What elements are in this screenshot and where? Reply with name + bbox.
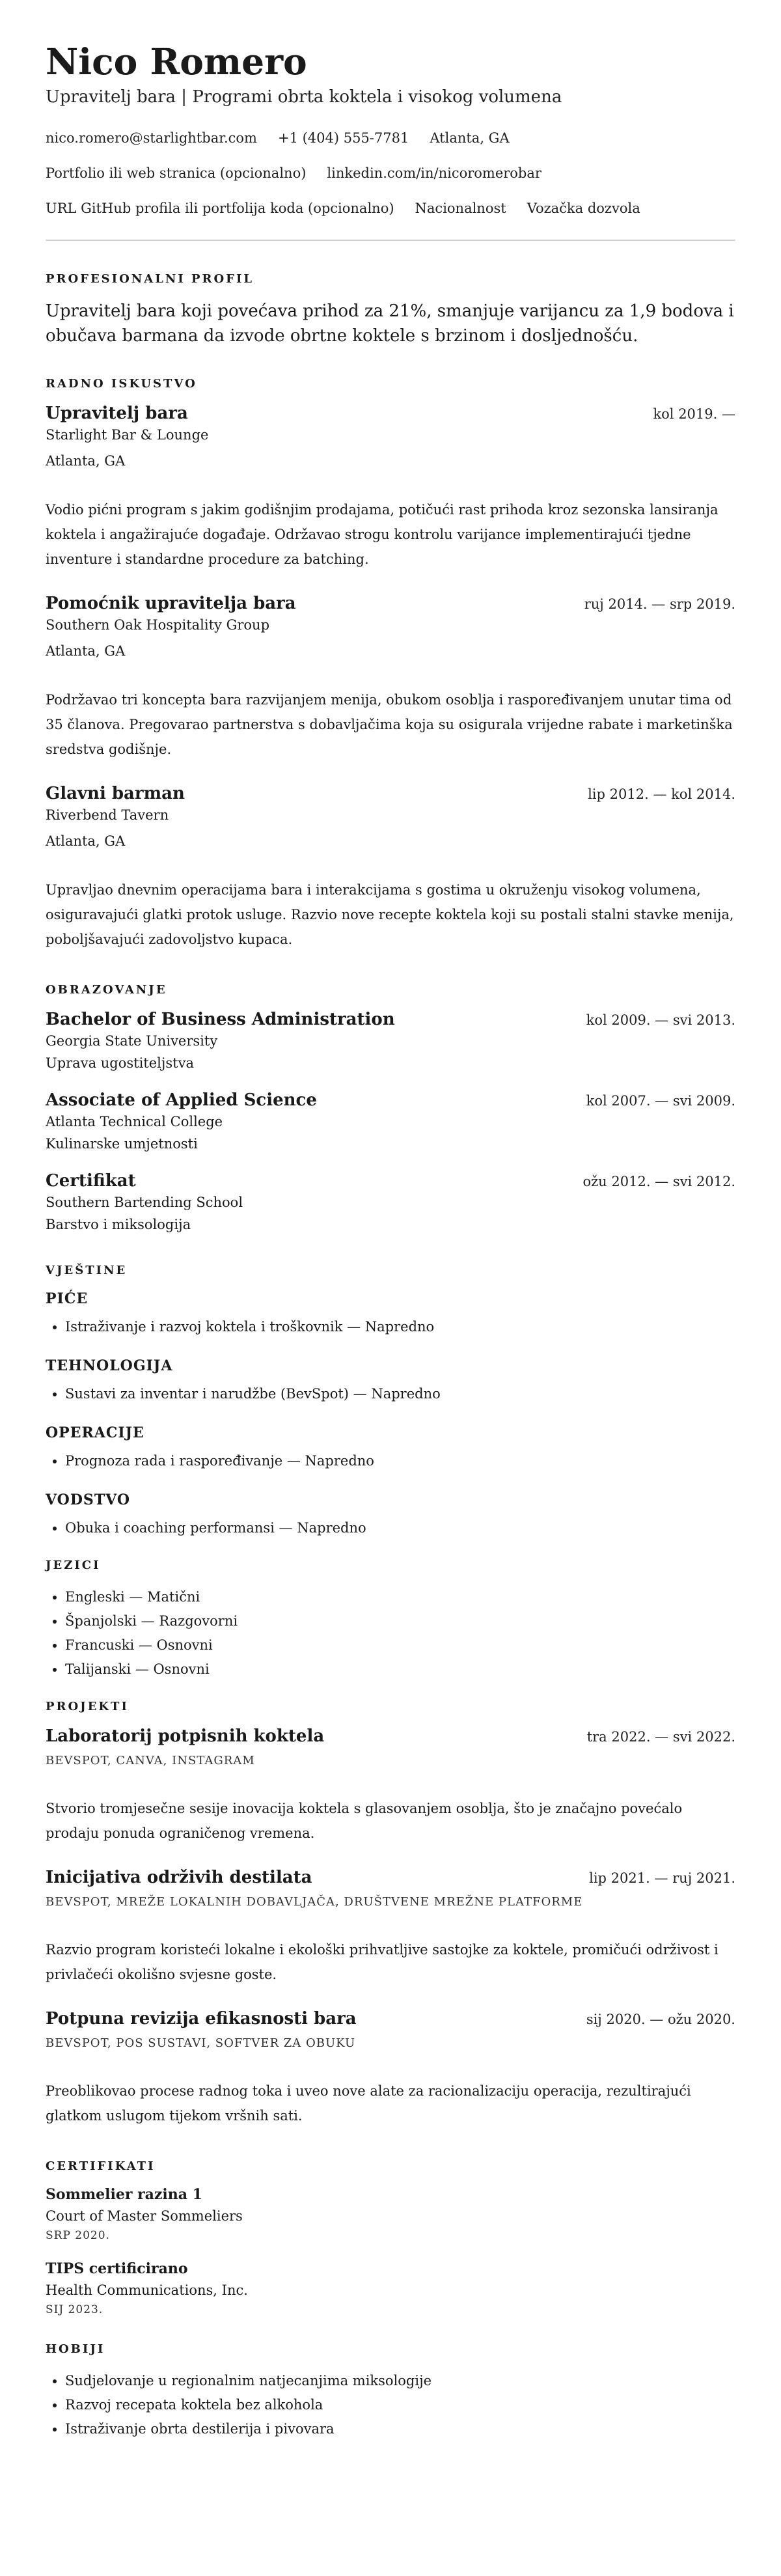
- experience-item: [46, 784, 735, 952]
- experience-section: [46, 377, 735, 952]
- job-location: Atlanta, GA: [46, 643, 126, 659]
- job-location: Atlanta, GA: [46, 833, 126, 849]
- project-description: Preoblikovao procese radnog toka i uveo nove alate za racionalizaciju operacija, rezultirajući glatkom uslugom tijekom vršnih sati.: [46, 2083, 691, 2124]
- projects-section: [46, 1700, 735, 2128]
- hobby-item: • Sudjelovanje u regionalnim natjecanjima miksologije: [65, 2369, 735, 2393]
- field-of-study: Uprava ugostiteljstva: [46, 1055, 194, 1071]
- project-date: sij 2020. — ožu 2020.: [586, 2012, 735, 2027]
- contact-email[interactable]: nico.romero@starlightbar.com: [46, 130, 257, 146]
- project-item: [46, 1726, 735, 1846]
- job-date: kol 2019. —: [653, 406, 735, 422]
- skill-category: VODSTVO: [46, 1491, 131, 1508]
- hobby-item: • Istraživanje obrta destilerija i pivovara: [65, 2417, 735, 2441]
- contact-license: Vozačka dozvola: [527, 201, 640, 216]
- candidate-name: Nico Romero: [46, 40, 307, 83]
- profile-summary: Upravitelj bara koji povećava prihod za 21%, smanjuje varijancu za 1,9 bodova i obučava barmana da izvode obrtne koktele s brzinom i dosljednošću.: [46, 301, 734, 346]
- school-name: Georgia State University: [46, 1033, 218, 1049]
- candidate-headline: Upravitelj bara | Programi obrta koktela i visokog volumena: [46, 87, 562, 107]
- certificate-item: [46, 2186, 735, 2242]
- job-description: Upravljao dnevnim operacijama bara i interakcijama s gostima u okruženju visokog volumena, osiguravajući glatki protok usluge. Razvio nove recepte koktela koji su postali stalni stavke menija, poboljšavajući zadovoljstvo kupaca.: [46, 882, 734, 947]
- profile-section: [46, 272, 735, 348]
- project-date: tra 2022. — svi 2022.: [586, 1729, 735, 1745]
- certificate-date: SIJ 2023.: [46, 2303, 103, 2316]
- project-item: [46, 2009, 735, 2128]
- certificate-name: Sommelier razina 1: [46, 2186, 202, 2203]
- job-description: Podržavao tri koncepta bara razvijanjem menija, obukom osoblja i raspoređivanjem unutar tima od 35 članova. Pregovarao partnerstva s dobavljačima koja su osigurala vrijedne rabate i marketinška sredstva godišnje.: [46, 692, 733, 757]
- skill-item: • Sustavi za inventar i narudžbe (BevSpot) — Napredno: [65, 1382, 735, 1406]
- job-date: lip 2012. — kol 2014.: [588, 786, 735, 802]
- skill-item: • Obuka i coaching performansi — Napredno: [65, 1516, 735, 1540]
- skills-section: [46, 1264, 735, 1540]
- education-item: [46, 1171, 735, 1232]
- job-company: Southern Oak Hospitality Group: [46, 617, 270, 633]
- language-item: • Engleski — Matični: [65, 1585, 735, 1609]
- contact-row-2: [46, 165, 735, 181]
- skill-category: OPERACIJE: [46, 1424, 144, 1441]
- project-description: Razvio program koristeći lokalne i ekološki prihvatljive sastojke za koktele, promičući održivost i privlačeći okolišno svjesne goste.: [46, 1942, 719, 1982]
- degree-date: ožu 2012. — svi 2012.: [582, 1174, 735, 1189]
- project-title: Inicijativa održivih destilata: [46, 1868, 312, 1887]
- field-of-study: Kulinarske umjetnosti: [46, 1136, 198, 1152]
- field-of-study: Barstvo i miksologija: [46, 1217, 191, 1232]
- certificate-issuer: Health Communications, Inc.: [46, 2282, 248, 2298]
- certificates-title: CERTIFIKATI: [46, 2159, 156, 2173]
- hobby-list: [46, 2369, 735, 2441]
- contact-row-1: [46, 130, 735, 146]
- contact-row-3: [46, 201, 735, 216]
- skill-list: [46, 1382, 735, 1406]
- language-item: • Španjolski — Razgovorni: [65, 1609, 735, 1633]
- hobbies-section: [46, 2342, 735, 2441]
- certificate-item: [46, 2260, 735, 2316]
- skill-category: TEHNOLOGIJA: [46, 1357, 173, 1374]
- profile-title: PROFESIONALNI PROFIL: [46, 272, 254, 286]
- degree-title: Associate of Applied Science: [46, 1090, 317, 1110]
- project-tools: BEVSPOT, MREŽE LOKALNIH DOBAVLJAČA, DRUŠTVENE MREŽNE PLATFORME: [46, 1895, 583, 1909]
- skill-list: [46, 1315, 735, 1339]
- degree-title: Certifikat: [46, 1171, 136, 1191]
- contact-github[interactable]: URL GitHub profila ili portfolija koda (opcionalno): [46, 201, 394, 216]
- job-title: Upravitelj bara: [46, 404, 188, 423]
- hobby-item: • Razvoj recepata koktela bez alkohola: [65, 2393, 735, 2417]
- skill-list: [46, 1516, 735, 1540]
- job-company: Riverbend Tavern: [46, 807, 169, 823]
- projects-title: PROJEKTI: [46, 1700, 129, 1713]
- certificate-issuer: Court of Master Sommeliers: [46, 2208, 243, 2224]
- education-title: OBRAZOVANJE: [46, 983, 167, 997]
- job-company: Starlight Bar & Lounge: [46, 427, 209, 443]
- contact-phone[interactable]: +1 (404) 555-7781: [277, 130, 409, 146]
- languages-title: JEZICI: [46, 1558, 101, 1572]
- experience-title: RADNO ISKUSTVO: [46, 377, 197, 391]
- degree-title: Bachelor of Business Administration: [46, 1010, 395, 1029]
- languages-section: [46, 1558, 735, 1682]
- project-tools: BEVSPOT, CANVA, INSTAGRAM: [46, 1754, 255, 1767]
- school-name: Atlanta Technical College: [46, 1114, 223, 1129]
- project-title: Laboratorij potpisnih koktela: [46, 1726, 325, 1746]
- language-item: • Francuski — Osnovni: [65, 1633, 735, 1657]
- header-divider: [46, 240, 735, 241]
- contact-nationality: Nacionalnost: [415, 201, 506, 216]
- skill-item: • Istraživanje i razvoj koktela i troškovnik — Napredno: [65, 1315, 735, 1339]
- skill-list: [46, 1449, 735, 1473]
- contact-portfolio[interactable]: Portfolio ili web stranica (opcionalno): [46, 165, 307, 181]
- certificate-name: TIPS certificirano: [46, 2260, 188, 2277]
- job-description: Vodio pićni program s jakim godišnjim prodajama, potičući rast prihoda kroz sezonska lansiranja koktela i angažirajuće događaje. Održavao strogu kontrolu varijance implementirajući tjedne inventure i standardne procedure za batching.: [46, 502, 719, 567]
- degree-date: kol 2009. — svi 2013.: [586, 1012, 735, 1028]
- certificate-date: SRP 2020.: [46, 2229, 110, 2242]
- job-title: Pomoćnik upravitelja bara: [46, 594, 296, 613]
- project-title: Potpuna revizija efikasnosti bara: [46, 2009, 357, 2029]
- skill-item: • Prognoza rada i raspoređivanje — Napredno: [65, 1449, 735, 1473]
- project-description: Stvorio tromjesečne sesije inovacija koktela s glasovanjem osoblja, što je značajno povećalo prodaju ponuda ograničenog vremena.: [46, 1801, 683, 1841]
- certificates-section: [46, 2159, 735, 2316]
- job-title: Glavni barman: [46, 784, 185, 803]
- degree-date: kol 2007. — svi 2009.: [586, 1093, 735, 1109]
- hobbies-title: HOBIJI: [46, 2342, 105, 2356]
- contact-location: Atlanta, GA: [430, 130, 510, 146]
- project-tools: BEVSPOT, POS SUSTAVI, SOFTVER ZA OBUKU: [46, 2036, 356, 2050]
- experience-item: [46, 594, 735, 762]
- language-item: • Talijanski — Osnovni: [65, 1657, 735, 1682]
- job-location: Atlanta, GA: [46, 453, 126, 469]
- language-list: [46, 1585, 735, 1682]
- project-item: [46, 1868, 735, 1987]
- education-item: [46, 1090, 735, 1152]
- project-date: lip 2021. — ruj 2021.: [589, 1870, 735, 1886]
- skills-title: VJEŠTINE: [46, 1264, 128, 1277]
- resume-header: [46, 40, 735, 216]
- school-name: Southern Bartending School: [46, 1195, 243, 1210]
- contact-linkedin[interactable]: linkedin.com/in/nicoromerobar: [327, 165, 541, 181]
- skill-category: PIĆE: [46, 1290, 89, 1307]
- job-date: ruj 2014. — srp 2019.: [584, 596, 735, 612]
- education-item: [46, 1010, 735, 1071]
- experience-item: [46, 404, 735, 572]
- education-section: [46, 983, 735, 1232]
